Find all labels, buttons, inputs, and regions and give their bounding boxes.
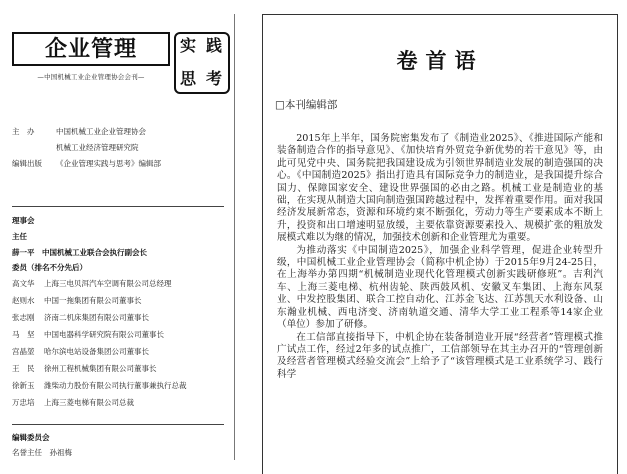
divider xyxy=(12,206,224,207)
logo-emblem xyxy=(174,32,230,94)
logo-title: 企业管理 xyxy=(12,32,170,66)
member-row xyxy=(12,278,172,289)
council-members-label: 委员（排名不分先后） xyxy=(12,263,87,272)
info-value: 《企业管理实践与思考》编辑部 xyxy=(56,159,161,168)
member-org: 上海三菱电梯有限公司总裁 xyxy=(44,398,134,407)
page-title: 卷首语 xyxy=(396,48,484,73)
info-value: 中国机械工业企业管理协会 xyxy=(56,127,146,136)
member-name: 徐新玉 xyxy=(12,381,35,390)
council-chair: 薛一平 中国机械工业联合会执行副会长 xyxy=(12,248,147,257)
editorial-heading: 编辑委员会 xyxy=(12,433,50,442)
member-org: 济南二机床集团有限公司董事长 xyxy=(44,313,149,322)
member-row xyxy=(12,397,134,408)
info-key: 主 办 xyxy=(12,127,35,136)
sponsor-row-2 xyxy=(12,142,139,153)
foreword-panel xyxy=(262,14,618,474)
member-name: 赵则水 xyxy=(12,296,35,305)
member-org: 潍柴动力股份有限公司执行董事兼执行总裁 xyxy=(44,381,187,390)
foreword-body xyxy=(277,133,603,381)
member-row xyxy=(12,380,187,391)
logo-char-4: 考 xyxy=(206,69,223,88)
member-name: 宫晶堃 xyxy=(12,347,35,356)
paragraph: 2015年上半年，国务院密集发布了《制造业2025》、《推进国际产能和装备制造合作的指导意见》、《加快培育外贸竞争新优势的若干意见》等，由此可见党中央、国务院把我国建设成为引领世界制造业发展的制造强国的决心。《中国制造2025》指出打造具有国际竞争力的制造业，是我国提升综合国力、保障国家安全、建设世界强国的必由之路。机械工业是制造业的基础，在实现从制造大国向制造强国跨越过程中，发挥着重要作用。面对我国经济发展新常态，资源和环境约束不断强化，劳动力等生产要素成本不断上升，投资和出口增速明显放缓，主要依靠资源要素投入、规模扩张的粗放发展模式难以为继的情况，加强技术创新和企业管理尤为重要。 xyxy=(277,133,603,244)
member-name: 王 民 xyxy=(12,364,35,373)
logo-char-3: 思 xyxy=(180,69,197,88)
council-chair-label: 主任 xyxy=(12,232,27,241)
member-row xyxy=(12,295,142,306)
sponsor-row xyxy=(12,126,146,137)
member-org: 哈尔滨电站设备集团公司董事长 xyxy=(44,347,149,356)
member-row xyxy=(12,346,149,357)
council-heading: 理事会 xyxy=(12,216,35,225)
column-divider xyxy=(234,14,235,460)
byline: □本刊编辑部 xyxy=(275,99,338,111)
masthead-column xyxy=(0,0,234,460)
info-value: 机械工业经济管理研究院 xyxy=(56,143,139,152)
member-org: 徐州工程机械集团有限公司董事长 xyxy=(44,364,157,373)
editorial-chief: 名誉主任 孙祖梅 xyxy=(12,448,72,457)
paragraph: 为推动落实《中国制造2025》，加强企业科学管理，促进企业转型升级，中国机械工业企业管理协会（简称中机企协）于2015年9月24-25日，在上海举办第四期“机械制造业现代化管理模式创新实践研修班”。吉利汽车、上海三菱电梯、杭州齿轮、陕西鼓风机、安徽叉车集团、上海东风泵业、中发控股集团、联合工控自动化、江苏金飞达、江苏凯天水利设备、山东瀚业机械、西电济变、济南轨道交通、清华大学工业工程系等14家企业（单位）参加了研修。 xyxy=(277,244,603,331)
member-row xyxy=(12,329,164,340)
logo-subtitle: —中国机械工业企业管理协会会刊— xyxy=(37,73,145,81)
paragraph: 在工信部直接指导下，中机企协在装备制造业开展“经营者”管理模式推广试点工作，经过2年多的试点推广，工信部领导在其主办召开的“管理创新及经营者管理模式经验交流会”上给予了“该管理模式是工业系统学习、践行科学 xyxy=(277,331,603,380)
member-name: 高文华 xyxy=(12,279,35,288)
member-org: 上海三电贝洱汽车空调有限公司总经理 xyxy=(44,279,172,288)
publisher-row xyxy=(12,158,161,169)
member-row xyxy=(12,363,157,374)
member-name: 马 坚 xyxy=(12,330,35,339)
divider xyxy=(12,424,224,425)
member-org: 中国电器科学研究院有限公司董事长 xyxy=(44,330,164,339)
journal-logo xyxy=(12,32,222,96)
info-key: 编辑出版 xyxy=(12,159,42,168)
logo-char-2: 践 xyxy=(206,36,223,55)
member-row xyxy=(12,312,149,323)
member-name: 万忠培 xyxy=(12,398,35,407)
member-org: 中国一拖集团有限公司董事长 xyxy=(44,296,142,305)
member-name: 张志刚 xyxy=(12,313,35,322)
logo-char-1: 实 xyxy=(180,36,197,55)
